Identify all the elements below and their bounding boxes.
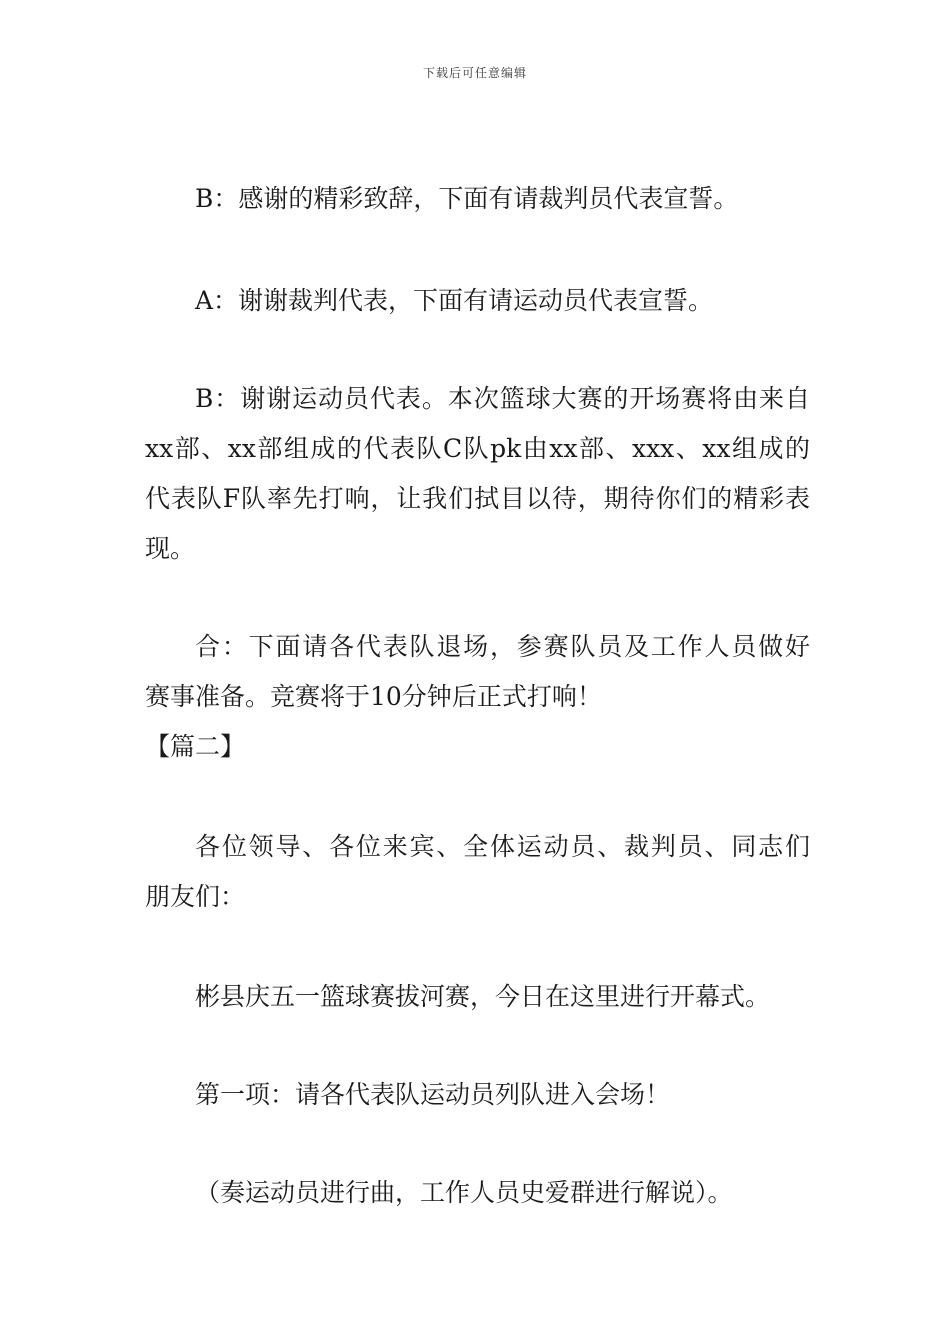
paragraph-line: 彬县庆五一篮球赛拔河赛，今日在这里进行开幕式。 <box>195 982 771 1011</box>
paragraph-line: 朋友们： <box>145 882 246 911</box>
paragraph-line: xx部、xx部组成的代表队C队pk由xx部、xxx、xx组成的 <box>145 434 810 463</box>
page-header: 下载后可任意编辑 <box>422 66 527 80</box>
paragraph-line: B：感谢的精彩致辞，下面有请裁判员代表宣誓。 <box>195 184 739 213</box>
paragraph-line: 代表队F队率先打响，让我们拭目以待，期待你们的精彩表 <box>145 484 810 513</box>
paragraph-line: A：谢谢裁判代表，下面有请运动员代表宣誓。 <box>195 286 714 315</box>
paragraph-line: 第一项：请各代表队运动员列队进入会场！ <box>195 1080 671 1109</box>
paragraph-line: （奏运动员进行曲，工作人员史爱群进行解说）。 <box>195 1178 733 1207</box>
section-heading: 【篇二】 <box>145 732 246 761</box>
paragraph-line: 赛事准备。竞赛将于10分钟后正式打响！ <box>145 682 602 711</box>
paragraph-line: 现。 <box>145 534 196 563</box>
paragraph-line: 合：下面请各代表队退场，参赛队员及工作人员做好 <box>195 632 810 661</box>
paragraph-line: B：谢谢运动员代表。本次篮球大赛的开场赛将由来自 <box>195 384 810 413</box>
paragraph-line: 各位领导、各位来宾、全体运动员、裁判员、同志们 <box>195 832 810 861</box>
